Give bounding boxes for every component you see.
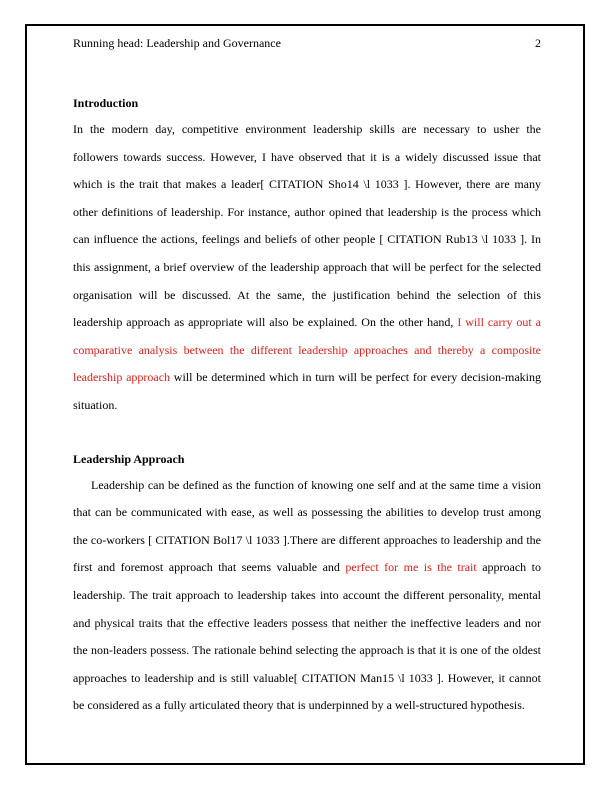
paragraph-text: will be determined which in turn will be perfect for every decision-making situation. — [73, 370, 541, 412]
leadership-approach-paragraph — [73, 472, 541, 720]
introduction-paragraph — [73, 116, 541, 420]
highlighted-text: perfect for me is the trait — [345, 560, 477, 575]
running-head: Running head: Leadership and Governance — [73, 36, 281, 50]
paragraph-text: In the modern day, competitive environment leadership skills are necessary to usher the followers towards success. However, I have observed that it is a widely discussed issue that which is the trait that makes a leader[ CITATION Sho14 \l 1033 ]. However, there are many other definitions of leadership. For instance, author opined that leadership is the process which can influence the actions, feelings and beliefs of other people [ CITATION Rub13 \l 1033 ]. In this assignment, a brief overview of the leadership approach that will be perfect for the selected organisation will be discussed. At the same, the justification behind the selection of this leadership approach as appropriate will also be explained. On the other hand, — [73, 122, 541, 330]
document-body — [73, 94, 541, 720]
section-heading-introduction: Introduction — [73, 96, 139, 110]
section-heading-leadership-approach: Leadership Approach — [73, 451, 185, 466]
section-spacer — [73, 420, 541, 450]
highlighted-text: I will carry out a comparative analysis between the different leadership approaches and thereby a composite leadership approach — [73, 315, 542, 385]
paragraph-text: approach to leadership. The trait approach to leadership takes into account the different personality, mental and physical traits that the effective leaders possess that neither the ineffective leaders and nor the non-leaders possess. The rationale behind selecting the approach is that it is one of the oldest approaches to leadership and is still valuable[ CITATION Man15 \l 1033 ]. However, it cannot be considered as a fully articulated theory that is underpinned by a well-structured hypothesis. — [73, 560, 541, 713]
page-header — [73, 35, 541, 51]
paragraph-text: Leadership can be defined as the function of knowing one self and at the same time a vision that can be communicated with ease, as well as possessing the abilities to develop trust among the co-workers [ CITATION Bol17 \l 1033 ].There are different approaches to leadership and the first and foremost approach that seems valuable and — [73, 477, 541, 575]
page-number: 2 — [535, 36, 541, 50]
